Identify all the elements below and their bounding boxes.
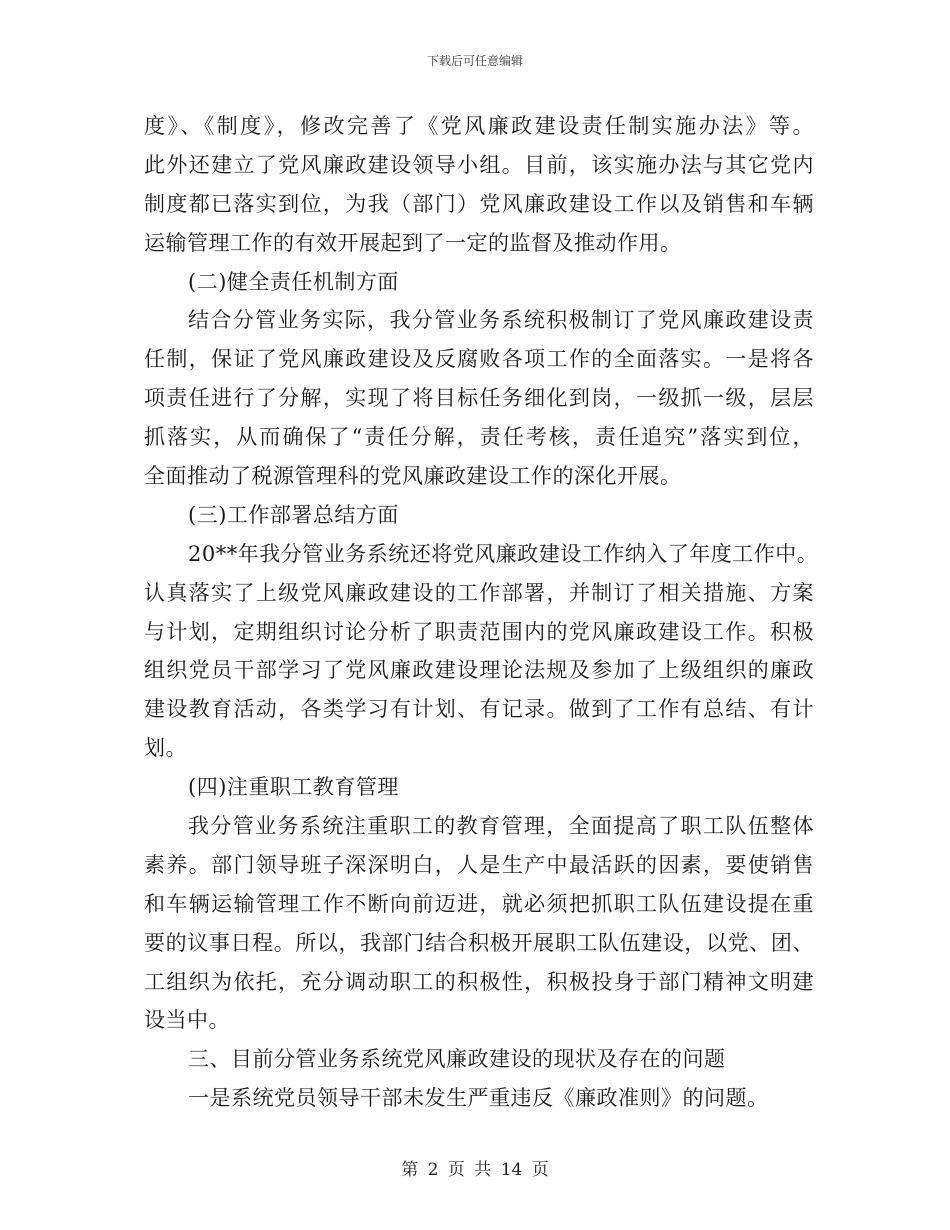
text-line: 建设教育活动，各类学习有计划、有记录。做到了工作有总结、有计	[144, 697, 814, 722]
text-line: 项责任进行了分解，实现了将目标任务细化到岗，一级抓一级，层层	[144, 386, 814, 411]
text-line: 要的议事日程。所以，我部门结合积极开展职工队伍建设，以党、团、	[144, 930, 814, 955]
text-line: 此外还建立了党风廉政建设领导小组。目前，该实施办法与其它党内	[144, 152, 814, 177]
section-heading: 三、目前分管业务系统党风廉政建设的现状及存在的问题	[188, 1047, 726, 1072]
text-line: 任制，保证了党风廉政建设及反腐败各项工作的全面落实。一是将各	[144, 347, 814, 372]
page-header: 下载后可任意编辑	[426, 54, 523, 68]
text-line: 我分管业务系统注重职工的教育管理，全面提高了职工队伍整体	[188, 814, 814, 839]
text-line: 工组织为依托，充分调动职工的积极性，积极投身于部门精神文明建	[144, 969, 814, 994]
page-number: 第 2 页 共 14 页	[401, 1160, 549, 1180]
text-line: 度》、《制度》，修改完善了《党风廉政建设责任制实施办法》等。	[144, 114, 814, 138]
text-line: 设当中。	[144, 1008, 230, 1033]
text-line: 划。	[144, 736, 187, 761]
text-line: 20**年我分管业务系统还将党风廉政建设工作纳入了年度工作中。	[188, 541, 819, 566]
text-line: 一是系统党员领导干部未发生严重违反《廉政准则》的问题。	[188, 1086, 769, 1111]
document-body	[144, 107, 819, 1118]
section-heading: (四)注重职工教育管理	[188, 775, 399, 800]
text-line: 与计划，定期组织讨论分析了职责范围内的党风廉政建设工作。积极	[144, 619, 814, 644]
text-line: 运输管理工作的有效开展起到了一定的监督及推动作用。	[144, 230, 682, 255]
text-line: 全面推动了税源管理科的党风廉政建设工作的深化开展。	[144, 464, 682, 489]
section-heading: (三)工作部署总结方面	[188, 502, 399, 527]
section-heading: (二)健全责任机制方面	[188, 269, 399, 294]
text-line: 组织党员干部学习了党风廉政建设理论法规及参加了上级组织的廉政	[144, 658, 814, 683]
text-line: 和车辆运输管理工作不断向前迈进，就必须把抓职工队伍建设提在重	[144, 891, 814, 916]
text-line: 结合分管业务实际，我分管业务系统积极制订了党风廉政建设责	[188, 308, 814, 333]
text-line: 素养。部门领导班子深深明白，人是生产中最活跃的因素，要使销售	[144, 852, 814, 877]
text-line: 认真落实了上级党风廉政建设的工作部署，并制订了相关措施、方案	[144, 580, 814, 605]
text-line: 制度都已落实到位，为我（部门）党风廉政建设工作以及销售和车辆	[144, 191, 814, 216]
text-line: 抓落实，从而确保了“责任分解，责任考核，责任追究”落实到位，	[144, 425, 814, 450]
